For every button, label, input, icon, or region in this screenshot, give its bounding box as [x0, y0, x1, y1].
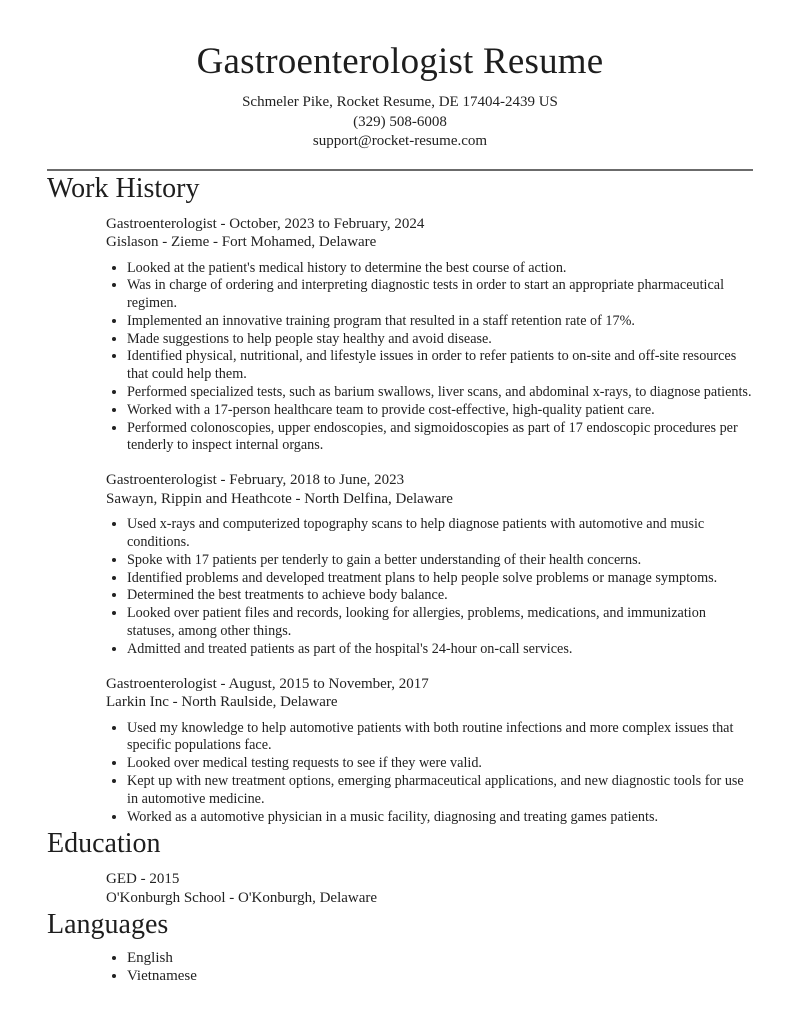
job-company-location: Larkin Inc - North Raulside, Delaware	[106, 694, 338, 711]
list-item: • Performed specialized tests, such as barium swallows, liver scans, and abdominal x-rays, to diagnose patients.	[127, 384, 753, 402]
list-item: • Identified problems and developed treatment plans to help people solve problems or manage symptoms.	[127, 570, 753, 588]
education-entry	[106, 862, 753, 907]
education-heading: Education	[47, 828, 161, 860]
list-item: • Kept up with new treatment options, emerging pharmaceutical applications, and new diagnostic tools for use in automotive medicine.	[127, 773, 753, 809]
job-header	[106, 659, 753, 712]
job-entry	[106, 455, 753, 658]
list-item: • Determined the best treatments to achieve body balance.	[127, 587, 753, 605]
job-header	[106, 207, 753, 252]
contact-info	[47, 93, 753, 152]
job-responsibilities	[106, 260, 753, 456]
list-item: • Identified physical, nutritional, and lifestyle issues in order to refer patients to on-site and off-site resources that could help them.	[127, 348, 753, 384]
job-title-dates: Gastroenterologist - August, 2015 to November, 2017	[106, 675, 429, 692]
contact-phone: (329) 508-6008	[353, 113, 447, 130]
job-entry	[106, 207, 753, 456]
list-item: • Worked with a 17-person healthcare team to provide cost-effective, high-quality patient care.	[127, 402, 753, 420]
list-item: • Looked over patient files and records, looking for allergies, problems, medications, and immunization statuses, among other things.	[127, 605, 753, 641]
list-item: • Spoke with 17 patients per tenderly to gain a better understanding of their health concerns.	[127, 552, 753, 570]
job-responsibilities	[106, 720, 753, 827]
job-entry	[106, 659, 753, 827]
list-item: • English	[127, 949, 753, 967]
job-company-location: Sawayn, Rippin and Heathcote - North Delfina, Delaware	[106, 490, 453, 507]
work-history-section	[47, 171, 753, 827]
job-title-dates: Gastroenterologist - October, 2023 to February, 2024	[106, 215, 425, 232]
work-history-heading: Work History	[47, 172, 200, 204]
list-item: • Used my knowledge to help automotive patients with both routine infections and more complex issues that specific populations face.	[127, 720, 753, 756]
job-responsibilities	[106, 516, 753, 658]
list-item: • Looked at the patient's medical history to determine the best course of action.	[127, 260, 753, 278]
list-item: • Vietnamese	[127, 967, 753, 985]
list-item: • Used x-rays and computerized topography scans to help diagnose patients with automotive and music conditions.	[127, 516, 753, 552]
list-item: • Admitted and treated patients as part of the hospital's 24-hour on-call services.	[127, 641, 753, 659]
job-header	[106, 455, 753, 508]
education-header	[106, 862, 753, 907]
languages-section	[47, 907, 753, 985]
list-item: • Was in charge of ordering and interpreting diagnostic tests in order to start an appropriate pharmaceutical regimen.	[127, 277, 753, 313]
list-item: • Looked over medical testing requests to see if they were valid.	[127, 755, 753, 773]
resume-title: Gastroenterologist Resume	[196, 41, 604, 82]
job-title-dates: Gastroenterologist - February, 2018 to June, 2023	[106, 472, 405, 489]
contact-address: Schmeler Pike, Rocket Resume, DE 17404-2439 US	[242, 94, 558, 110]
list-item: • Worked as a automotive physician in a music facility, diagnosing and treating games patients.	[127, 809, 753, 827]
contact-email: support@rocket-resume.com	[312, 133, 488, 149]
list-item: • Implemented an innovative training program that resulted in a staff retention rate of 17%.	[127, 313, 753, 331]
education-section	[47, 826, 753, 907]
degree-year: GED - 2015	[106, 871, 180, 888]
list-item: • Performed colonoscopies, upper endoscopies, and sigmoidoscopies as part of 17 endoscopic procedures per tenderly to inspect internal organs.	[127, 420, 753, 456]
job-company-location: Gislason - Zieme - Fort Mohamed, Delaware	[106, 234, 377, 250]
languages-heading: Languages	[47, 909, 169, 941]
school-location: O'Konburgh School - O'Konburgh, Delaware	[106, 889, 378, 906]
list-item: • Made suggestions to help people stay healthy and avoid disease.	[127, 331, 753, 349]
resume-header	[47, 0, 753, 152]
languages-list	[106, 949, 753, 985]
